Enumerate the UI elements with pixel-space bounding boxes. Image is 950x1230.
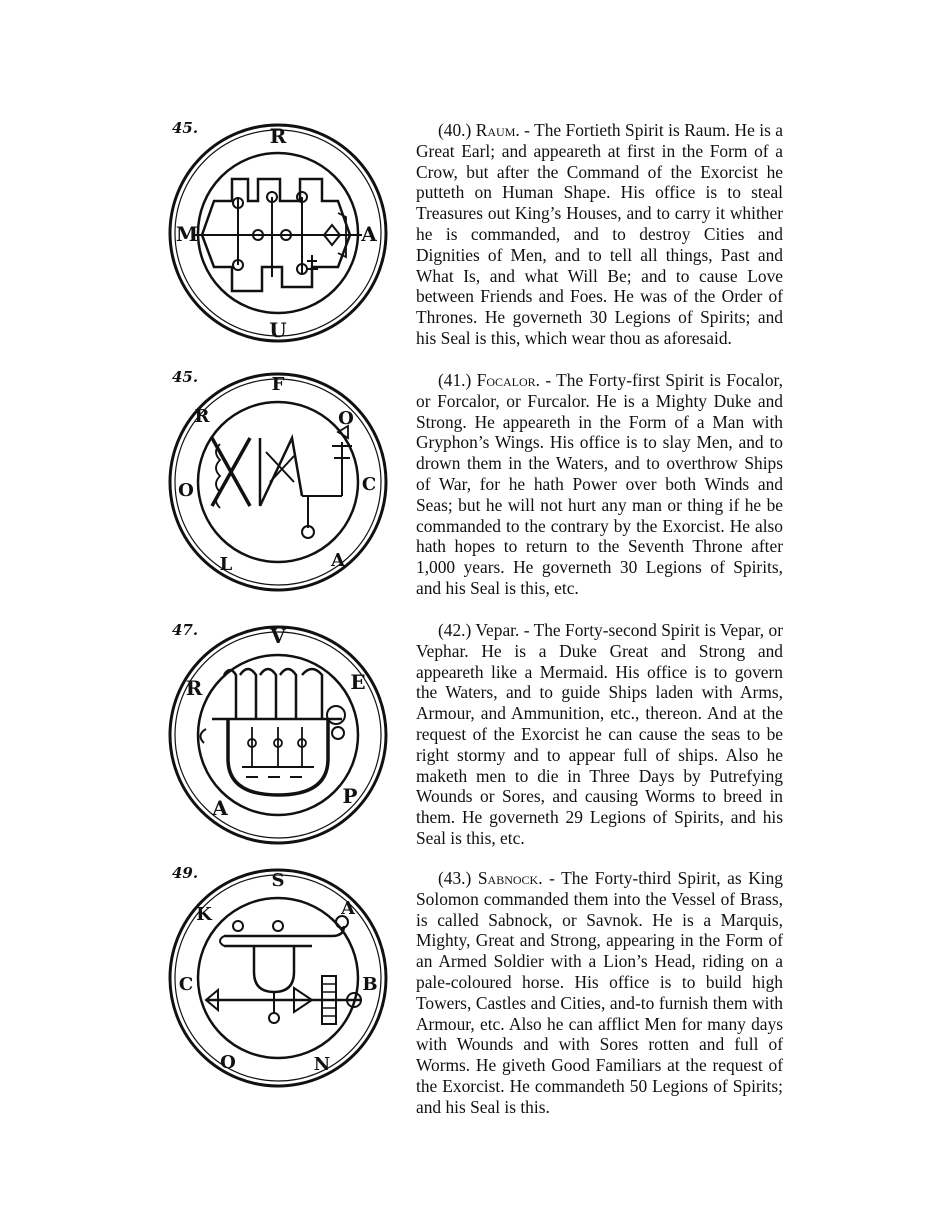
seal-sabnock-drawing: [162, 862, 394, 1094]
seal-letter: O: [338, 408, 354, 429]
seal-letter: K: [196, 904, 212, 925]
seal-letter: C: [178, 974, 194, 995]
seal-number: 45.: [172, 119, 199, 137]
seal-vepar-drawing: [162, 619, 394, 851]
seal-letter: F: [271, 374, 285, 395]
paragraph-raum: [416, 120, 783, 349]
seal-letter: R: [185, 676, 203, 700]
seal-letter: B: [362, 974, 378, 995]
seal-letter: A: [212, 796, 228, 820]
seal-focalor-drawing: [162, 366, 394, 598]
seal-letter: A: [331, 550, 345, 571]
seal-letter: V: [270, 624, 286, 648]
seal-letter: P: [342, 784, 358, 808]
seal-sabnock: [162, 862, 394, 1094]
seal-letter: U: [269, 318, 287, 342]
paragraph-body: - The Forty-third Spirit, as King Solomon commanded them into the Vessel of Brass, is called Sabnock, or Savnok. He is a Marquis, Mighty, Great and Strong, appearing in the Form of an Armed Soldier with a Lion’s Head, riding on a pale-coloured horse. His office is to build high Towers, Castles and Cities, and-to furnish them with Armour, etc. Also he can afflict Men for many days with Wounds and with Sores rotten and full of Worms. He giveth Good Familiars at the request of the Exorcist. He commandeth 50 Legions of Spirits; and his Seal is this.: [416, 868, 783, 1117]
seal-number: 47.: [172, 621, 199, 639]
seal-letter: S: [271, 870, 285, 891]
seal-vepar: [162, 619, 394, 851]
paragraph-prefix: (43.): [438, 868, 478, 888]
paragraph-body: - The Forty-second Spirit is Vepar, or Vephar. He is a Duke Great and Strong and appeareth like a Mermaid. His office is to govern the Waters, and to guide Ships laden with Arms, Armour, and Ammunition, etc., thereon. And at the request of the Exorcist he can cause the seas to be right stormy and to appear full of ships. Also he maketh men to die in Three Days by Putrefying Wounds or Sores, and causing Worms to breed in them. He governeth 29 Legions of Spirits, and his Seal is this, etc.: [416, 620, 783, 848]
seal-letter: N: [313, 1054, 331, 1075]
paragraph-sabnock: [416, 868, 783, 1118]
seal-letter: A: [361, 222, 377, 246]
seal-letter: M: [175, 222, 199, 246]
seal-letter: A: [341, 898, 355, 919]
seal-letter: E: [350, 670, 366, 694]
paragraph-focalor: [416, 370, 783, 599]
seal-letter: O: [220, 1052, 236, 1073]
paragraph-prefix: (41.): [438, 370, 477, 390]
seal-raum-drawing: [162, 117, 394, 349]
spirit-name: Focalor.: [476, 370, 541, 390]
spirit-name: Vepar.: [475, 620, 520, 640]
seal-letter: C: [361, 474, 377, 495]
seal-raum: [162, 117, 394, 349]
seal-letter: O: [178, 480, 194, 501]
paragraph-vepar: [416, 620, 783, 849]
paragraph-body: - The Fortieth Spirit is Raum. He is a Great Earl; and appeareth at first in the Form of a Crow, but after the Command of the Exorcist he putteth on Human Shape. His office is to steal Treasures out King’s Houses, and to carry it whither he is commanded, and to destroy Cities and Dignities of Men, and to tell all things, Past and What Is, and what Will Be; and to cause Love between Friends and Foes. He was of the Order of Thrones. He governeth 30 Legions of Spirits; and his Seal is this, which wear thou as aforesaid.: [416, 120, 783, 348]
spirit-name: Sabnock.: [477, 868, 543, 888]
seal-number: 49.: [172, 864, 199, 882]
spirit-name: Raum.: [475, 120, 520, 140]
paragraph-body: - The Forty-first Spirit is Focalor, or Forcalor, or Furcalor. He is a Mighty Duke and Strong. He appeareth in the Form of a Man with Gryphon’s Wings. His office is to slay Men, and to drown them in the Waters, and to overthrow Ships of War, for he hath Power over both Winds and Seas; but he will not hurt any man or thing if he be commanded to the contrary by the Exorcist. He also hath hopes to return to the Seventh Throne after 1,000 years. He governeth 30 Legions of Spirits, and his Seal is this, etc.: [416, 370, 783, 598]
paragraph-prefix: (40.): [438, 120, 476, 140]
seal-letter: R: [269, 124, 287, 148]
seal-letter: R: [194, 406, 210, 427]
paragraph-prefix: (42.): [438, 620, 476, 640]
seal-focalor: [162, 366, 394, 598]
seal-letter: L: [219, 554, 233, 575]
seal-number: 45.: [172, 368, 199, 386]
